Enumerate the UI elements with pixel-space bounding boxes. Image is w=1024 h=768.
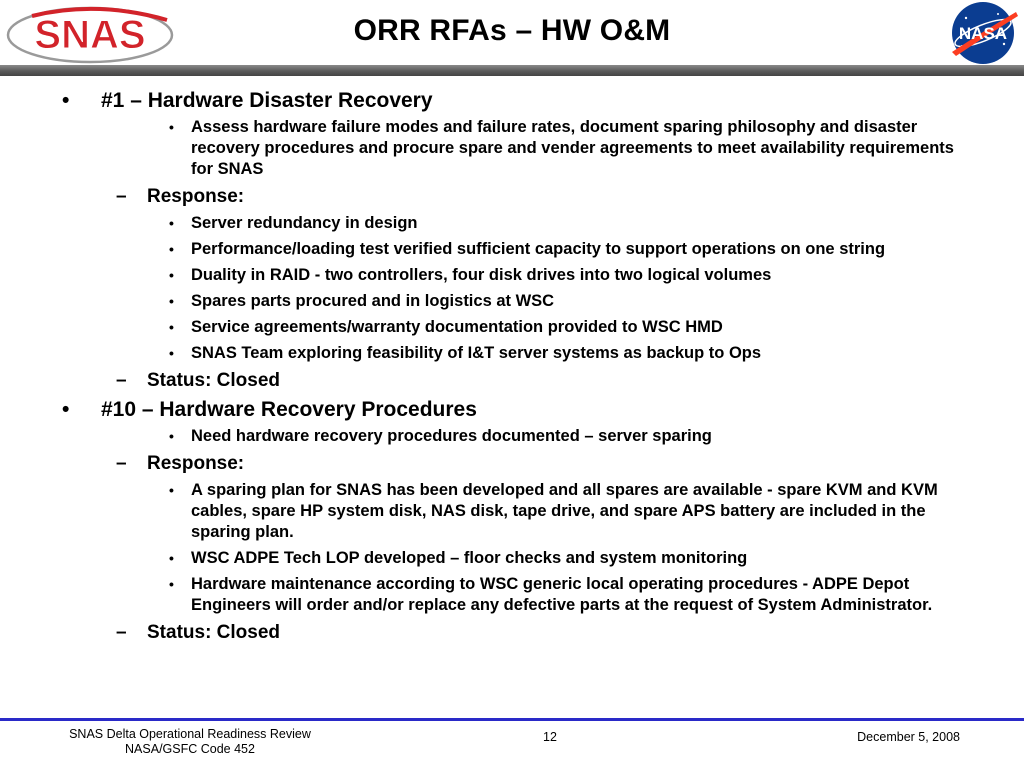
bullet-dot: • <box>169 428 174 444</box>
bullet-dot: • <box>169 119 174 135</box>
bullet-text: SNAS Team exploring feasibility of I&T server systems as backup to Ops <box>191 344 762 362</box>
bullet-text: Service agreements/warranty documentation provided to WSC HMD <box>191 318 723 336</box>
slide-title: ORR RFAs – HW O&M <box>353 14 671 47</box>
en-dash-marker: – <box>116 622 127 643</box>
bullet-level-3 <box>0 117 1024 180</box>
footer-code: NASA/GSFC Code 452 <box>125 742 255 756</box>
bullet-dot: • <box>62 398 70 421</box>
bullet-text: Response: <box>147 453 245 474</box>
bullet-dot: • <box>169 319 174 335</box>
bullet-text: Duality in RAID - two controllers, four disk drives into two logical volumes <box>191 266 772 284</box>
bullet-dot: • <box>169 293 174 309</box>
bullet-text: Status: Closed <box>147 622 281 643</box>
bullet-text: Hardware maintenance according to WSC generic local operating procedures - ADPE Depot Engineers will order and/or replace any defective parts at the request of System Administrator. <box>191 575 933 614</box>
bullet-text: #1 – Hardware Disaster Recovery <box>101 89 433 112</box>
bullet-level-1 <box>0 397 1024 423</box>
bullet-dot: • <box>169 482 174 498</box>
bullet-level-3 <box>0 239 1024 260</box>
en-dash-marker: – <box>116 370 127 391</box>
nasa-meatball-logo <box>946 0 1020 66</box>
bullet-text: Performance/loading test verified sufficient capacity to support operations on one string <box>191 240 886 258</box>
bullet-dot: • <box>62 89 70 112</box>
header-divider-bar <box>0 65 1024 76</box>
en-dash-marker: – <box>116 453 127 474</box>
bullet-text: Need hardware recovery procedures documented – server sparing <box>191 427 712 445</box>
bullet-level-3 <box>0 317 1024 338</box>
footer-event: SNAS Delta Operational Readiness Review <box>69 727 311 741</box>
bullet-dot: • <box>169 576 174 592</box>
bullet-text: A sparing plan for SNAS has been developed and all spares are available - spare KVM and KVM cables, spare HP system disk, NAS disk, tape drive, and spare APS battery are included in the sparing plan. <box>191 481 938 541</box>
footer-divider <box>0 718 1024 721</box>
bullet-level-3 <box>0 548 1024 569</box>
bullet-level-3 <box>0 426 1024 447</box>
bullet-text: Assess hardware failure modes and failure rates, document sparing philosophy and disaster recovery procedures and procure spare and vender agreements to meet availability requirements for SNAS <box>191 118 954 178</box>
bullet-text: Spares parts procured and in logistics at WSC <box>191 292 555 310</box>
bullet-level-3 <box>0 291 1024 312</box>
bullet-level-3 <box>0 343 1024 364</box>
bullet-dot: • <box>169 345 174 361</box>
page-number: 12 <box>543 730 557 744</box>
snas-logo-text: SNAS <box>34 13 146 57</box>
nasa-logo-text: NASA <box>958 24 1008 43</box>
bullet-level-3 <box>0 213 1024 234</box>
bullet-text: Server redundancy in design <box>191 214 418 232</box>
bullet-level-2 <box>0 185 1024 209</box>
en-dash-marker: – <box>116 186 127 207</box>
bullet-level-2 <box>0 369 1024 393</box>
bullet-level-2 <box>0 621 1024 645</box>
bullet-dot: • <box>169 241 174 257</box>
slide-body <box>0 88 1024 649</box>
bullet-text: WSC ADPE Tech LOP developed – floor checks and system monitoring <box>191 549 748 567</box>
bullet-dot: • <box>169 267 174 283</box>
bullet-text: #10 – Hardware Recovery Procedures <box>101 398 477 421</box>
bullet-text: Status: Closed <box>147 370 281 391</box>
bullet-text: Response: <box>147 186 245 207</box>
bullet-level-3 <box>0 574 1024 616</box>
bullet-level-2 <box>0 452 1024 476</box>
bullet-level-3 <box>0 480 1024 543</box>
bullet-level-3 <box>0 265 1024 286</box>
bullet-dot: • <box>169 215 174 231</box>
bullet-level-1 <box>0 88 1024 114</box>
bullet-dot: • <box>169 550 174 566</box>
footer-date: December 5, 2008 <box>857 730 960 744</box>
